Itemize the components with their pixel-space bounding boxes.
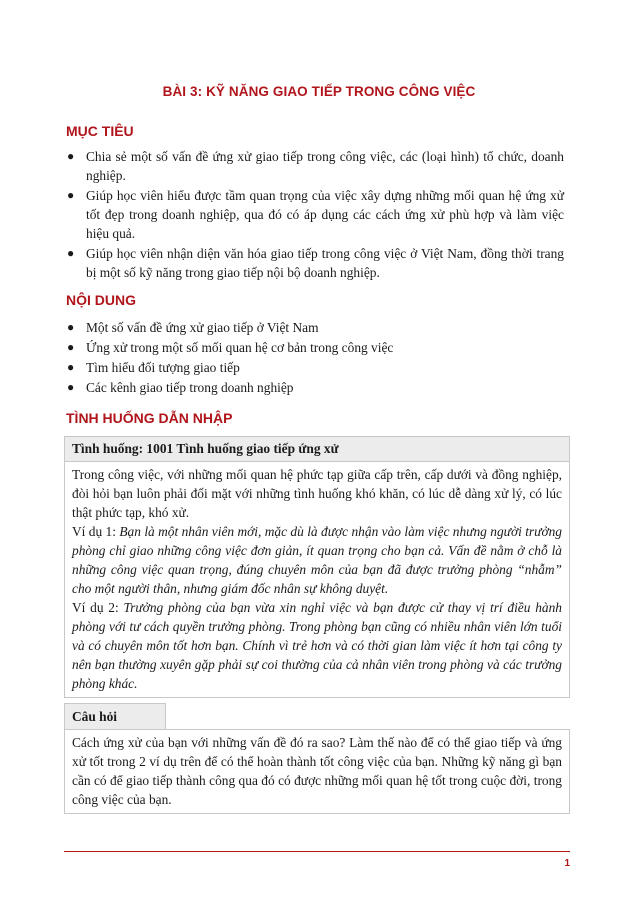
bullet-icon: ●	[67, 188, 75, 202]
list-item-text: Giúp học viên nhận diện văn hóa giao tiếp trong công việc ở Việt Nam, đồng thời trang bị một số kỹ năng trong giao tiếp nội bộ doanh nghiệp.	[86, 246, 564, 280]
example-1	[72, 522, 562, 598]
muc-tieu-list	[66, 147, 564, 283]
footer-divider	[64, 851, 570, 852]
list-item	[66, 186, 564, 243]
list-item-text: Chia sẻ một số vấn đề ứng xử giao tiếp trong công việc, các (loại hình) tổ chức, doanh nghiệp.	[86, 149, 564, 183]
list-item-text: Ứng xử trong một số mối quan hệ cơ bản trong công việc	[86, 340, 394, 355]
lesson-title: BÀI 3: KỸ NĂNG GIAO TIẾP TRONG CÔNG VIỆC	[162, 84, 476, 99]
list-item	[66, 338, 564, 357]
question-box	[64, 729, 570, 814]
bullet-icon: ●	[67, 340, 75, 354]
question-text: Cách ứng xử của bạn với những vấn đề đó ra sao? Làm thế nào để có thể giao tiếp và ứng xử tốt trong 2 ví dụ trên để có thể hoàn thành tốt công việc của bạn. Những kỹ năng gì bạn cần có để giao tiếp thành công qua đó có được những mối quan hệ tốt trong cuộc đời, trong công việc của bạn.	[72, 735, 562, 807]
question-label: Câu hỏi	[64, 703, 166, 730]
situation-box-body	[65, 462, 569, 697]
example-1-text: Bạn là một nhân viên mới, mặc dù là được nhận vào làm việc nhưng người trưởng phòng chỉ giao những công việc đơn giản, ít quan trọng cho bạn cả. Vấn đề nằm ở chỗ là những công việc quan trọng, đúng chuyên môn của bạn đã được trưởng phòng “nhẫm” cho một người thân, nhưng giám đốc nhân sự không duyệt.	[72, 524, 562, 596]
list-item-text: Các kênh giao tiếp trong doanh nghiệp	[86, 380, 294, 395]
situation-box-title: Tình huống: 1001 Tình huống giao tiếp ứng xử	[65, 437, 569, 462]
noi-dung-heading: NỘI DUNG	[66, 292, 136, 308]
bullet-icon: ●	[67, 246, 75, 260]
situation-box	[64, 436, 570, 698]
bullet-icon: ●	[67, 149, 75, 163]
page-number: 1	[564, 858, 570, 869]
example-2-text: Trưởng phòng của bạn vừa xin nghỉ việc và bạn được cử thay vị trí điều hành phòng với tư cách quyền trưởng phòng. Trong phòng bạn cũng có nhiều nhân viên lớn tuổi và có chuyên môn tốt hơn bạn. Chính vì trẻ hơn và có thời gian làm việc ít hơn tại công ty nên bạn thường xuyên gặp phải sự coi thường của cả nhân viên trong phòng và các trưởng phòng khác.	[72, 600, 562, 691]
bullet-icon: ●	[67, 360, 75, 374]
list-item-text: Một số vấn đề ứng xử giao tiếp ở Việt Nam	[86, 320, 319, 335]
example-1-label: Ví dụ 1:	[72, 524, 116, 539]
example-2-label: Ví dụ 2:	[72, 600, 119, 615]
noi-dung-list	[66, 318, 564, 398]
tinh-huong-heading: TÌNH HUỐNG DẪN NHẬP	[66, 410, 233, 426]
list-item	[66, 378, 564, 397]
situation-intro: Trong công việc, với những mối quan hệ phức tạp giữa cấp trên, cấp dưới và đồng nghiệp, đòi hỏi bạn luôn phải đối mặt với những tình huống khó khăn, có lúc dễ dàng xử lý, có lúc thật phức tạp, khó xử.	[72, 467, 562, 520]
muc-tieu-heading: MỤC TIÊU	[66, 123, 134, 139]
list-item-text: Giúp học viên hiểu được tầm quan trọng của việc xây dựng những mối quan hệ ứng xử tốt đẹp trong doanh nghiệp, qua đó có áp dụng các cách ứng xử phù hợp và làm việc hiệu quả.	[86, 188, 564, 241]
list-item	[66, 358, 564, 377]
example-2	[72, 598, 562, 693]
list-item-text: Tìm hiểu đối tượng giao tiếp	[86, 360, 240, 375]
bullet-icon: ●	[67, 320, 75, 334]
list-item	[66, 244, 564, 282]
bullet-icon: ●	[67, 380, 75, 394]
list-item	[66, 147, 564, 185]
list-item	[66, 318, 564, 337]
